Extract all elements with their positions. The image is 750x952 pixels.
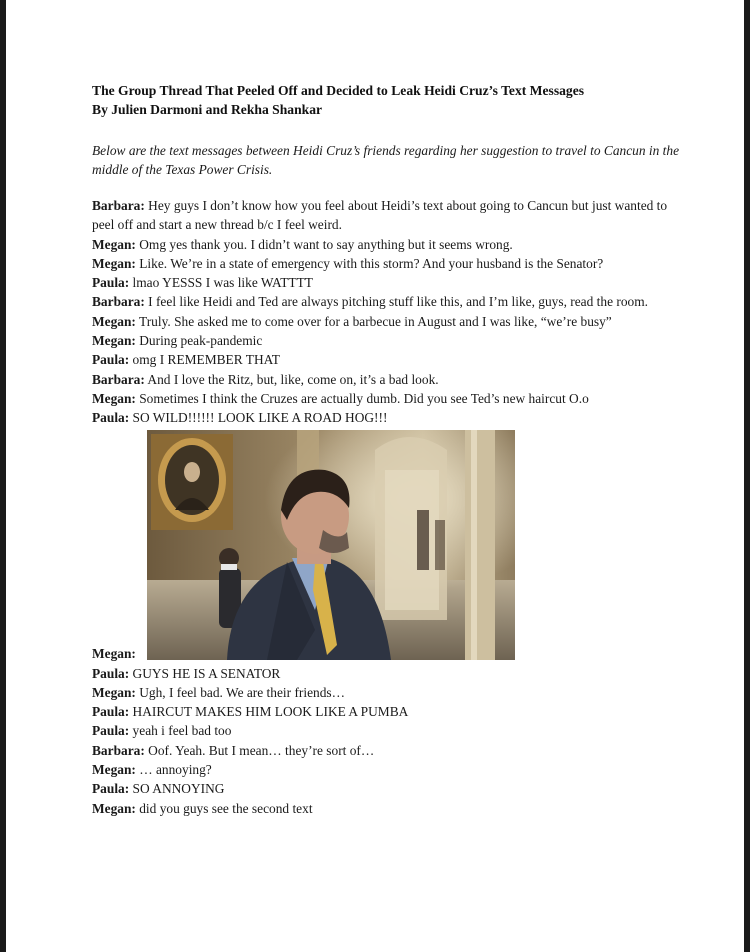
- message-speaker: Megan:: [92, 762, 136, 778]
- message-line: [92, 408, 692, 427]
- message-speaker: Paula:: [92, 410, 130, 426]
- message-speaker: Paula:: [92, 275, 130, 291]
- message-line: [92, 741, 692, 760]
- message-text: omg I REMEMBER THAT: [129, 352, 280, 368]
- message-text: Omg yes thank you. I didn’t want to say anything but it seems wrong.: [135, 236, 513, 252]
- message-speaker: Megan:: [92, 684, 136, 700]
- message-line: [92, 799, 692, 818]
- message-speaker: Paula:: [92, 781, 130, 797]
- message-speaker: Barbara:: [92, 198, 145, 213]
- message-text: GUYS HE IS A SENATOR: [129, 665, 281, 681]
- message-list: [92, 196, 692, 818]
- message-text: Truly. She asked me to come over for a barbecue in August and I was like, “we’re busy”: [135, 313, 612, 329]
- message-line: [92, 683, 692, 702]
- message-line: [92, 312, 692, 331]
- message-line: [92, 644, 136, 663]
- message-line: [92, 370, 692, 389]
- message-line: [92, 760, 692, 779]
- message-line: [92, 779, 692, 798]
- message-text: Like. We’re in a state of emergency with this storm? And your husband is the Senator?: [135, 255, 604, 271]
- message-line: [92, 196, 692, 235]
- message-line: [92, 235, 692, 254]
- message-speaker: Megan:: [92, 390, 136, 406]
- message-text: Sometimes I think the Cruzes are actually dumb. Did you see Ted’s new haircut O.o: [135, 390, 589, 406]
- message-speaker: Megan:: [92, 646, 136, 662]
- message-text: Ugh, I feel bad. We are their friends…: [135, 684, 346, 700]
- photo-illustration: [147, 430, 515, 660]
- message-line: [92, 389, 692, 408]
- message-text: HAIRCUT MAKES HIM LOOK LIKE A PUMBA: [129, 704, 409, 720]
- message-text: During peak-pandemic: [135, 333, 263, 349]
- message-line: [92, 702, 692, 721]
- message-speaker: Paula:: [92, 704, 130, 720]
- message-speaker: Megan:: [92, 255, 136, 271]
- message-line: [92, 254, 692, 273]
- messages-after-photo: [92, 664, 692, 818]
- message-text: lmao YESSS I was like WATTTT: [129, 275, 313, 291]
- message-speaker: Paula:: [92, 665, 130, 681]
- message-speaker: Paula:: [92, 352, 130, 368]
- senate-hallway-photo: [147, 430, 515, 660]
- message-speaker: Megan:: [92, 236, 136, 252]
- message-text: SO ANNOYING: [129, 781, 225, 797]
- message-speaker: Megan:: [92, 333, 136, 349]
- message-text: … annoying?: [135, 762, 212, 778]
- messages-before-photo: [92, 196, 692, 428]
- message-text: I feel like Heidi and Ted are always pitching stuff like this, and I’m like, guys, read the room.: [144, 294, 648, 310]
- message-speaker: Barbara:: [92, 371, 145, 387]
- message-line: [92, 664, 692, 683]
- document-content: [92, 81, 692, 818]
- message-speaker: Megan:: [92, 313, 136, 329]
- message-speaker: Megan:: [92, 800, 136, 816]
- message-text: SO WILD!!!!!! LOOK LIKE A ROAD HOG!!!: [129, 410, 388, 426]
- message-line: [92, 331, 692, 350]
- document-byline: By Julien Darmoni and Rekha Shankar: [92, 102, 323, 117]
- photo-message-row: [92, 428, 692, 664]
- message-text: did you guys see the second text: [135, 800, 313, 816]
- message-line: [92, 292, 692, 311]
- message-speaker: Barbara:: [92, 294, 145, 310]
- message-text: And I love the Ritz, but, like, come on, it’s a bad look.: [144, 371, 439, 387]
- message-line: [92, 721, 692, 740]
- document-title: The Group Thread That Peeled Off and Decided to Leak Heidi Cruz’s Text Messages: [92, 83, 585, 98]
- message-line: [92, 350, 692, 369]
- message-text: Hey guys I don’t know how you feel about Heidi’s text about going to Cancun but just wanted to peel off and start a new thread b/c I feel weird.: [92, 198, 668, 233]
- message-speaker: Paula:: [92, 723, 130, 739]
- document-page: [6, 0, 744, 952]
- message-text: yeah i feel bad too: [129, 723, 232, 739]
- document-intro: Below are the text messages between Heidi Cruz’s friends regarding her suggestion to travel to Cancun in the middle of the Texas Power Crisis.: [92, 143, 680, 177]
- message-text: Oof. Yeah. But I mean… they’re sort of…: [144, 742, 375, 758]
- message-speaker: Barbara:: [92, 742, 145, 758]
- message-line: [92, 273, 692, 292]
